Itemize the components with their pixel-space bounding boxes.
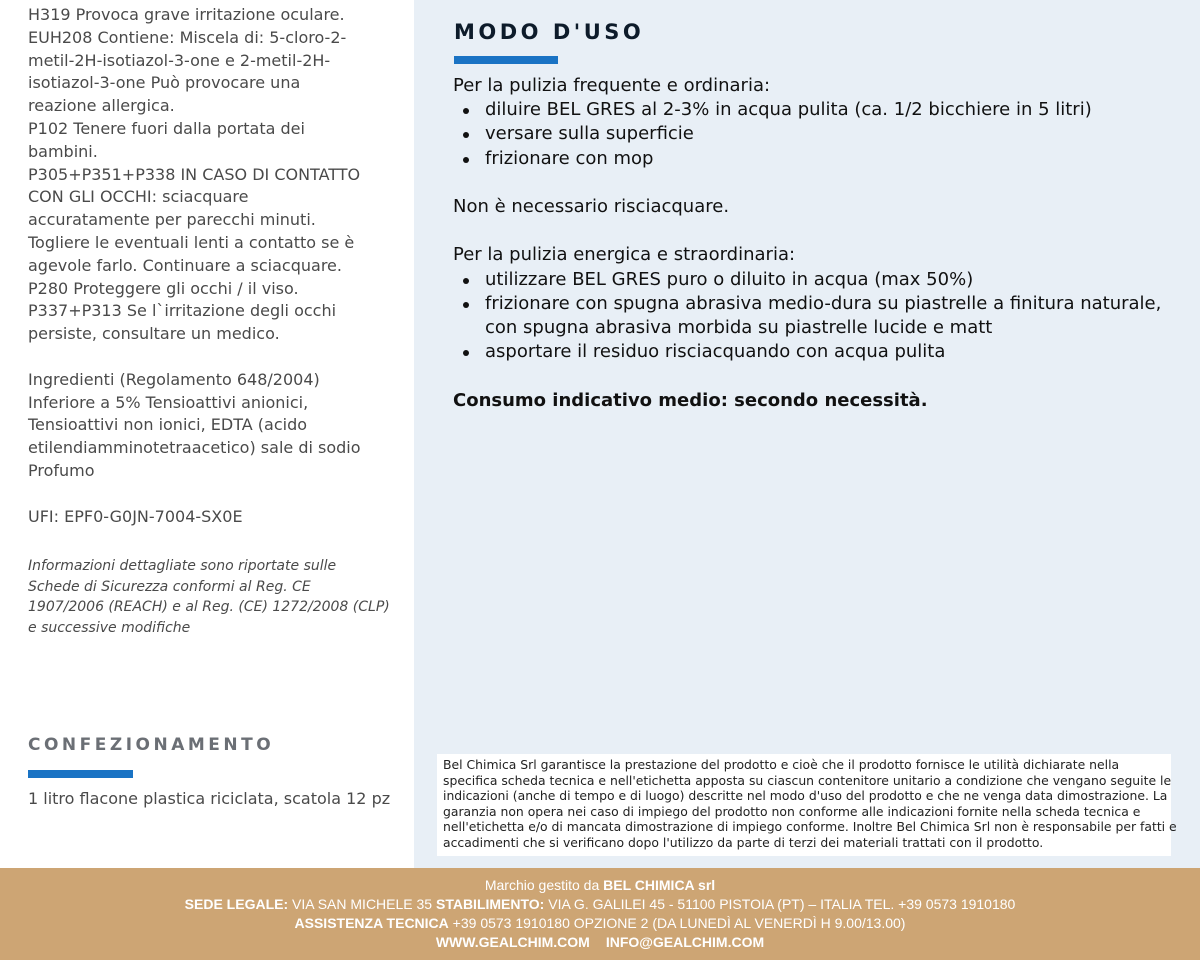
left-column bbox=[0, 0, 414, 868]
hazard-line: H319 Provoca grave irritazione oculare. bbox=[28, 5, 345, 24]
ingredients-line: Tensioattivi non ionici, EDTA (acido bbox=[28, 415, 308, 435]
hazard-line: EUH208 Contiene: Miscela di: 5-cloro-2- bbox=[28, 27, 347, 47]
guarantee-line: indicazioni (anche di tempo e di luogo) descritte nel modo d'uso del prodotto e che ne venga data dimostrazione. La bbox=[443, 788, 1168, 804]
footer-plant-value: VIA G. GALILEI 45 - 51100 PISTOIA (PT) – ITALIA TEL. +39 0573 1910180 bbox=[544, 896, 1016, 912]
safety-note-line: Schede di Sicurezza conformi al Reg. CE bbox=[28, 578, 311, 595]
ufi-code: UFI: EPF0-G0JN-7004-SX0E bbox=[28, 506, 243, 526]
hazard-line: P305+P351+P338 IN CASO DI CONTATTO bbox=[28, 164, 361, 184]
guarantee-line: specifica scheda tecnica e nell'etichetta apposta su ciascun contenitore unitario a condizione che vengano seguite le bbox=[443, 772, 1172, 788]
footer-brand-name: BEL CHIMICA srl bbox=[603, 877, 716, 893]
list-item: versare sulla superficie bbox=[453, 122, 1173, 146]
ingredients-line: Ingredienti (Regolamento 648/2004) bbox=[28, 369, 320, 389]
guarantee-line: nell'etichetta e/o di mancata dimostrazione di impiego conforme. Inoltre Bel Chimica Srl non è responsabile per fatti e bbox=[443, 819, 1177, 835]
hazard-line: isotiazol-3-one Può provocare una bbox=[28, 73, 301, 93]
footer-address-line bbox=[0, 896, 1200, 912]
hazard-line: accuratamente per parecchi minuti. bbox=[28, 210, 316, 230]
usage-instructions bbox=[453, 74, 1173, 413]
hazard-statements bbox=[28, 4, 388, 528]
footer-support-line bbox=[0, 915, 1200, 931]
safety-note-line: 1907/2006 (REACH) e al Reg. (CE) 1272/2008 (CLP) bbox=[28, 599, 390, 615]
guarantee-line: garanzia non opera nei caso di impiego del prodotto non conforme alle indicazioni fornite nella scheda tecnica e bbox=[443, 803, 1141, 819]
intensive-steps-list bbox=[453, 268, 1173, 365]
packaging-heading: CONFEZIONAMENTO bbox=[28, 735, 275, 755]
guarantee-line: Bel Chimica Srl garantisce la prestazione del prodotto e cioè che il prodotto fornisce le utilità dichiarate nella bbox=[443, 757, 1120, 772]
ingredients-line: Profumo bbox=[28, 460, 95, 480]
list-item bbox=[453, 292, 1173, 340]
no-rinse-note: Non è necessario risciacquare. bbox=[453, 196, 730, 217]
usage-intro-ordinary: Per la pulizia frequente e ordinaria: bbox=[453, 75, 771, 96]
footer-brand-line bbox=[0, 877, 1200, 893]
hazard-line: metil-2H-isotiazol-3-one e 2-metil-2H- bbox=[28, 50, 331, 70]
footer-brand-prefix: Marchio gestito da bbox=[484, 877, 604, 893]
hazard-line: P102 Tenere fuori dalla portata dei bbox=[28, 118, 305, 138]
footer-legal-label: SEDE LEGALE: bbox=[184, 896, 289, 912]
ingredients-line: Inferiore a 5% Tensioattivi anionici, bbox=[28, 392, 309, 412]
hazard-line: P337+P313 Se l`irritazione degli occhi bbox=[28, 301, 337, 321]
list-item: utilizzare BEL GRES puro o diluito in acqua (max 50%) bbox=[453, 268, 1173, 292]
safety-note-line: Informazioni dettagliate sono riportate sulle bbox=[28, 558, 337, 574]
safety-note-line: e successive modifiche bbox=[28, 619, 191, 636]
ingredients-line: etilendiamminotetraacetico) sale di sodio bbox=[28, 438, 361, 458]
footer-contact-line bbox=[0, 934, 1200, 950]
usage-intro-intensive: Per la pulizia energica e straordinaria: bbox=[453, 244, 796, 266]
hazard-line: agevole farlo. Continuare a sciacquare. bbox=[28, 255, 342, 275]
hazard-line: P280 Proteggere gli occhi / il viso. bbox=[28, 278, 299, 298]
consumption-note: Consumo indicativo medio: secondo necessità. bbox=[453, 389, 928, 411]
footer-support-label: ASSISTENZA TECNICA bbox=[294, 915, 449, 931]
list-item: frizionare con mop bbox=[453, 147, 1173, 171]
list-item-line: frizionare con spugna abrasiva medio-dura su piastrelle a finitura naturale, bbox=[485, 292, 1162, 314]
footer-support-value: +39 0573 1910180 OPZIONE 2 (DA LUNEDÌ AL VENERDÌ H 9.00/13.00) bbox=[448, 915, 906, 931]
guarantee-line: accadimenti che si verificano dopo l'utilizzo da parte di terzi dei materiali trattati con il prodotto. bbox=[443, 834, 1044, 850]
footer-plant-label: STABILIMENTO: bbox=[435, 896, 545, 912]
safety-data-note bbox=[28, 556, 398, 638]
footer-website-link[interactable]: WWW.GEALCHIM.COM bbox=[435, 934, 590, 950]
hazard-line: bambini. bbox=[28, 141, 98, 161]
hazard-line: persiste, consultare un medico. bbox=[28, 324, 280, 344]
packaging-text: 1 litro flacone plastica riciclata, scatola 12 pz bbox=[28, 789, 391, 808]
footer-email-link[interactable]: INFO@GEALCHIM.COM bbox=[605, 934, 765, 950]
usage-heading-underline bbox=[454, 56, 558, 64]
hazard-line: reazione allergica. bbox=[28, 96, 175, 116]
usage-heading: MODO D'USO bbox=[454, 20, 645, 44]
footer bbox=[0, 868, 1200, 960]
list-item-line: con spugna abrasiva morbida su piastrelle lucide e matt bbox=[485, 317, 993, 338]
guarantee-disclaimer bbox=[437, 754, 1177, 856]
list-item: diluire BEL GRES al 2-3% in acqua pulita (ca. 1/2 bicchiere in 5 litri) bbox=[453, 98, 1173, 122]
hazard-line: CON GLI OCCHI: sciacquare bbox=[28, 187, 249, 207]
footer-legal-value: VIA SAN MICHELE 35 bbox=[288, 896, 436, 912]
packaging-heading-underline bbox=[28, 770, 133, 778]
list-item: asportare il residuo risciacquando con acqua pulita bbox=[453, 340, 1173, 364]
hazard-line: Togliere le eventuali lenti a contatto se è bbox=[28, 232, 355, 252]
ordinary-steps-list bbox=[453, 98, 1173, 171]
